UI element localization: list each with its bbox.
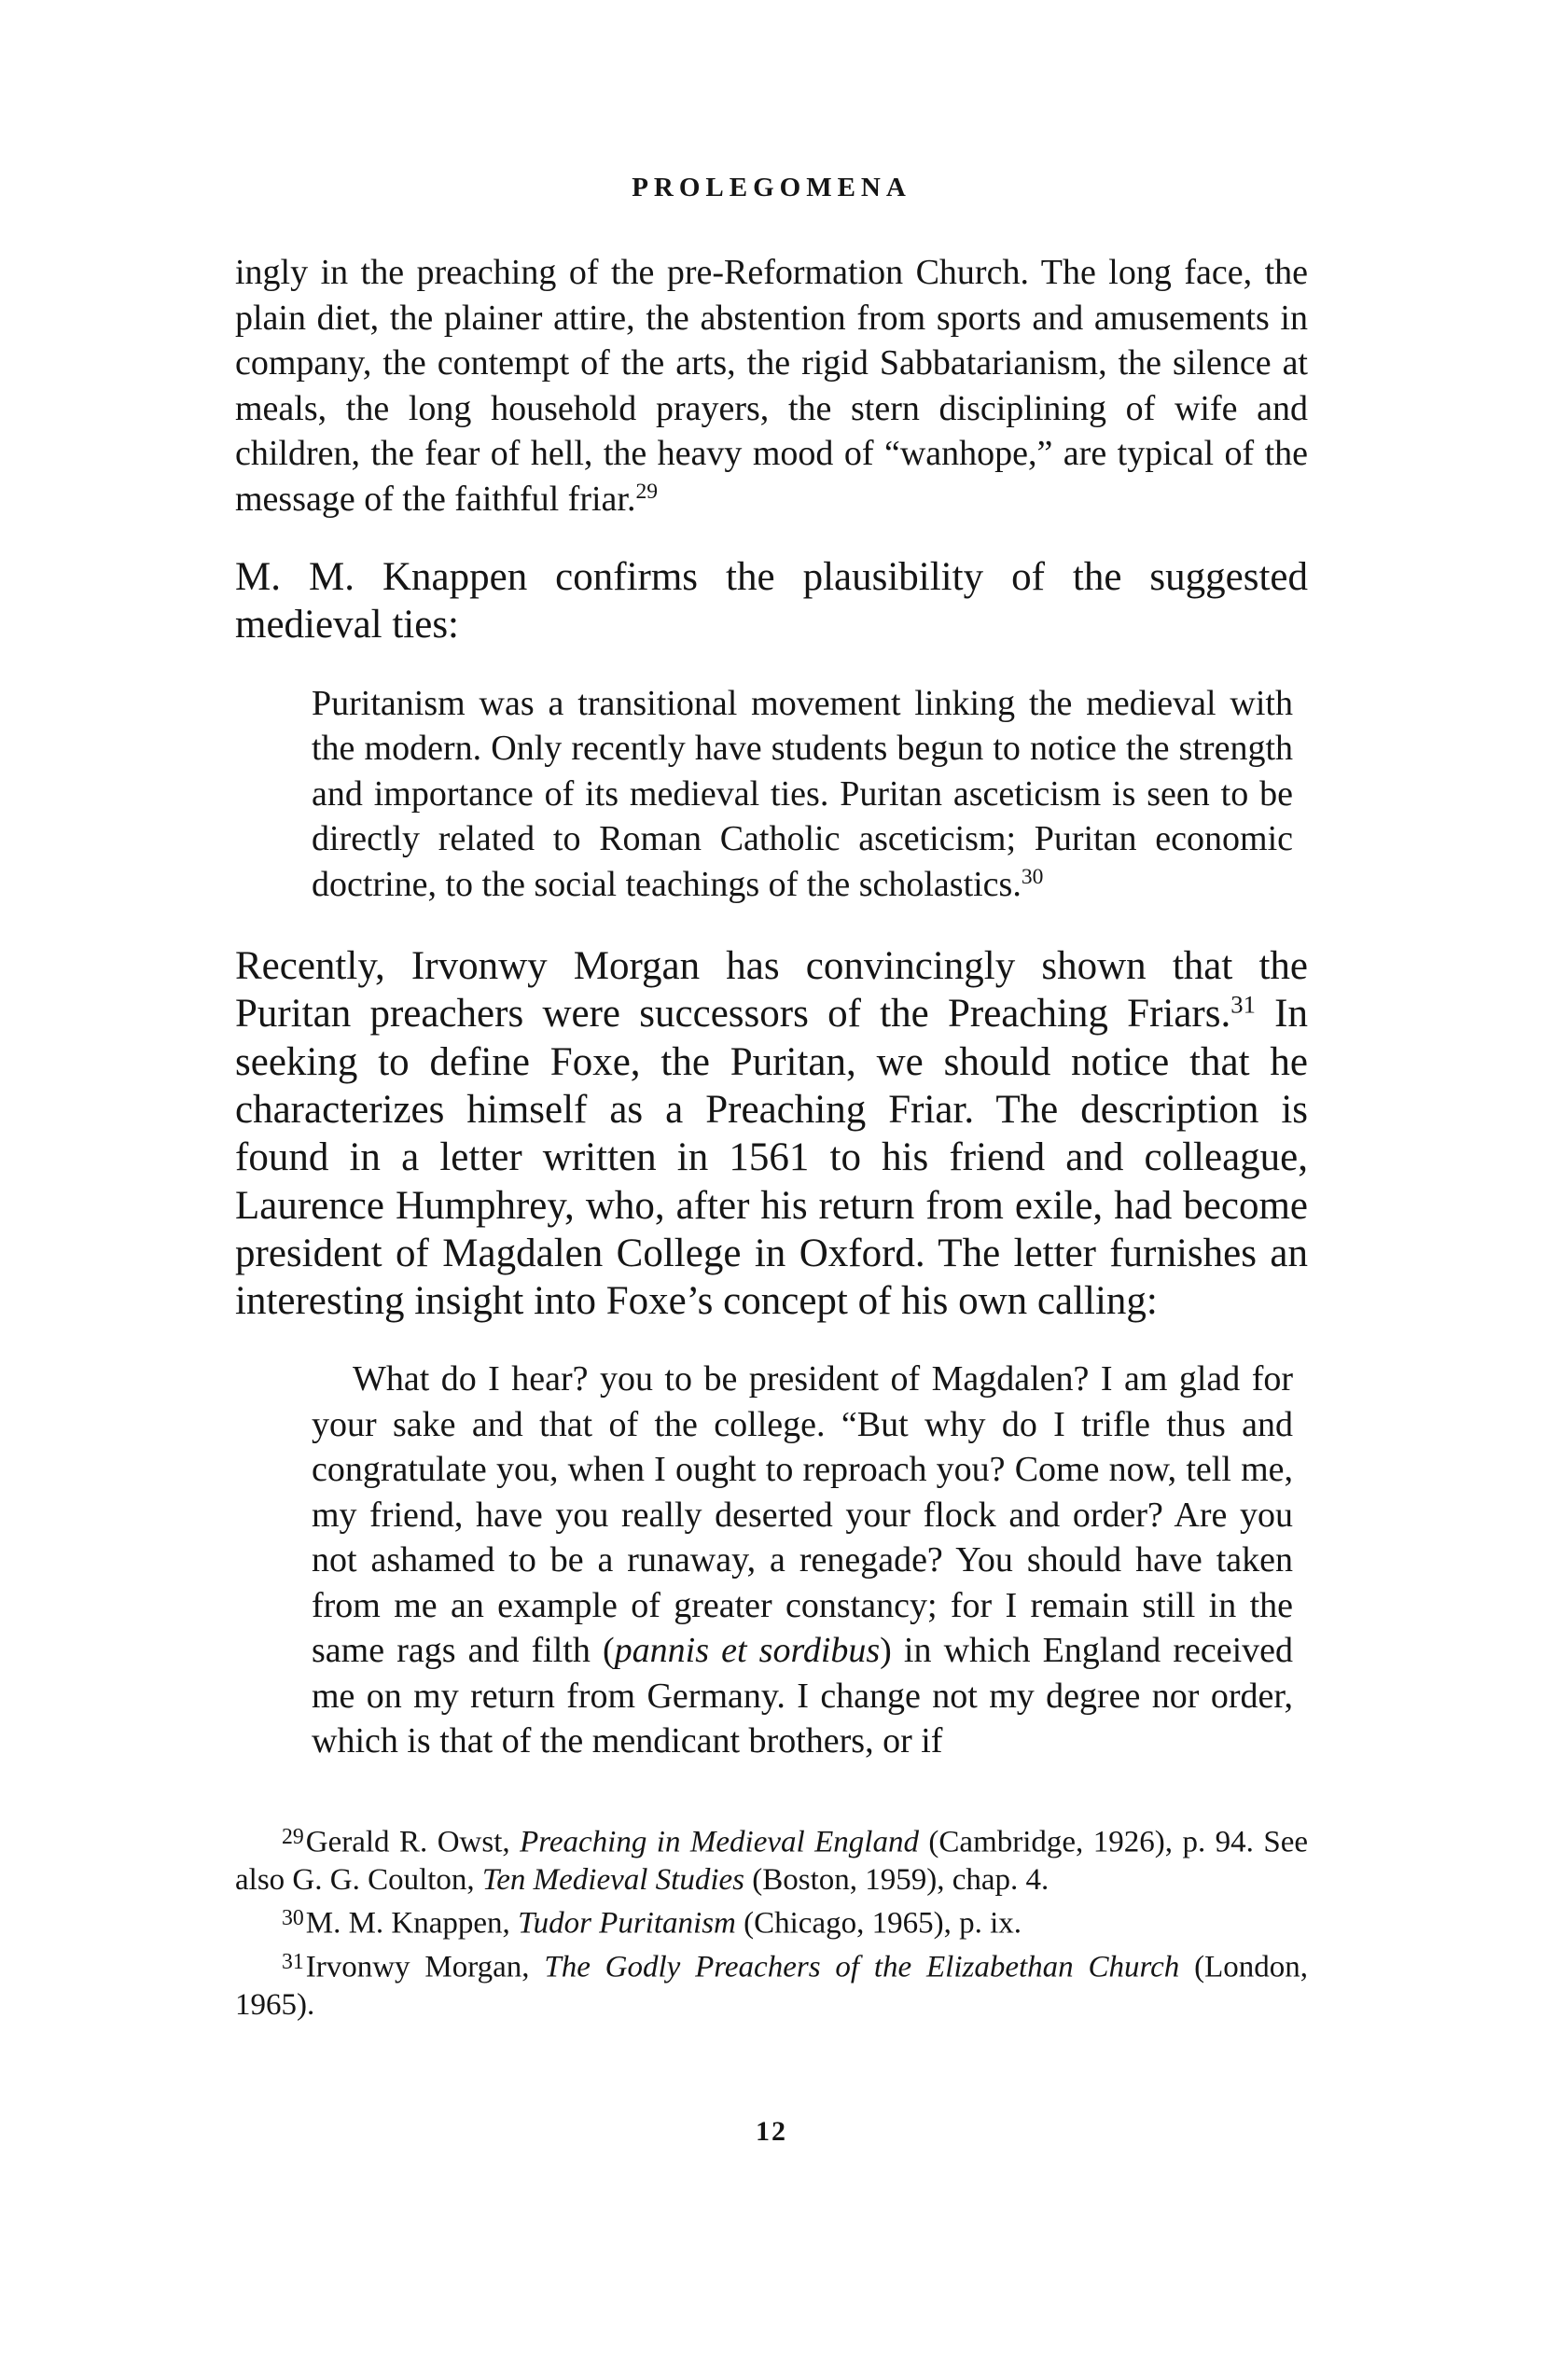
footnote-text: Irvonwy Morgan, [305,1949,545,1983]
block-quote-text: What do I hear? you to be president of Magdalen? I am glad for your sake and that of the college. “But why do I trifle thus and congratulate you, when I ought to reproach you? Come now, tell me, my friend, have you really deserted your flock and order? Are you not ashamed to be a runaway, a renegade? You should have taken from me an example of greater constancy; for I remain still in the same rags and filth ( [312,1359,1293,1671]
paragraph-text: Recently, Irvonwy Morgan has convincingly shown that the Puritan preachers were successors of the Preaching Friars. [235,944,1308,1037]
footnote-title: The Godly Preachers of the Elizabethan Church [544,1949,1180,1983]
block-quote-owst [235,250,1308,522]
footnote-text: (Chicago, 1965), p. ix. [735,1906,1022,1941]
latin-phrase: pannis et sordibus [614,1631,881,1671]
footnote-number: 29 [282,1824,304,1849]
page-number: 12 [756,2116,787,2147]
block-quote-foxe-letter [235,1357,1308,1764]
footnote-text: (London, 1965). [235,1949,1308,2022]
footnote-title: Tudor Puritanism [518,1906,736,1941]
footnote-ref[interactable]: 29 [635,479,658,504]
paragraph-text: In seeking to define Foxe, the Puritan, we should notice that he characterizes himself as a Preaching Friar. The description is found in a letter written in 1561 to his friend and colleague, Laurence Humphrey, who, after his return from exile, had become president of Magdalen College in Oxford. The letter furnishes an interesting insight into Foxe’s concept of his own calling: [235,992,1308,1324]
footnote-ref[interactable]: 31 [1230,990,1256,1019]
footnote-31 [235,1943,1308,2025]
footnote-text: (Cambridge, 1926), p. 94. See also G. G. Coulton, [235,1825,1309,1898]
footnote-text: Gerald R. Owst, [305,1825,521,1859]
block-quote-text: Puritanism was a transitional movement linking the medieval with the modern. Only recently have students begun to notice the strength and importance of its medieval ties. Puritan asceticism is seen to be directly related to Roman Catholic asceticism; Puritan economic doctrine, to the social teachings of the scholastics. [312,683,1293,904]
footnote-30 [235,1900,1308,1942]
footnote-number: 30 [282,1906,304,1931]
footnote-text: (Boston, 1959), chap. 4. [744,1863,1050,1898]
footnote-title: Ten Medieval Studies [481,1863,744,1898]
paragraph-knappen-intro: M. M. Knappen confirms the plausibility of the suggested medieval ties: [235,555,1308,647]
page-body [235,173,1308,2025]
footnote-text: M. M. Knappen, [305,1906,519,1941]
footnote-number: 31 [282,1949,304,1974]
footnotes [235,1818,1308,2025]
footnote-ref[interactable]: 30 [1021,864,1044,889]
running-head: PROLEGOMENA [632,173,911,202]
footnote-29 [235,1818,1308,1900]
block-quote-text: ingly in the preaching of the pre-Reformation Church. The long face, the plain diet, the plainer attire, the abstention from sports and amusements in company, the contempt of the arts, the rigid Sabbatarianism, the silence at meals, the long household prayers, the stern disciplining of wife and children, the fear of hell, the heavy mood of “wanhope,” are typical of the message of the faithful friar. [235,253,1308,519]
block-quote-knappen [235,681,1308,908]
block-quote-text: ) in which England received me on my return from Germany. I change not my degree nor order, which is that of the mendicant brothers, or if [312,1631,1293,1761]
paragraph-morgan [235,942,1308,1325]
footnote-title: Preaching in Medieval England [520,1825,919,1859]
